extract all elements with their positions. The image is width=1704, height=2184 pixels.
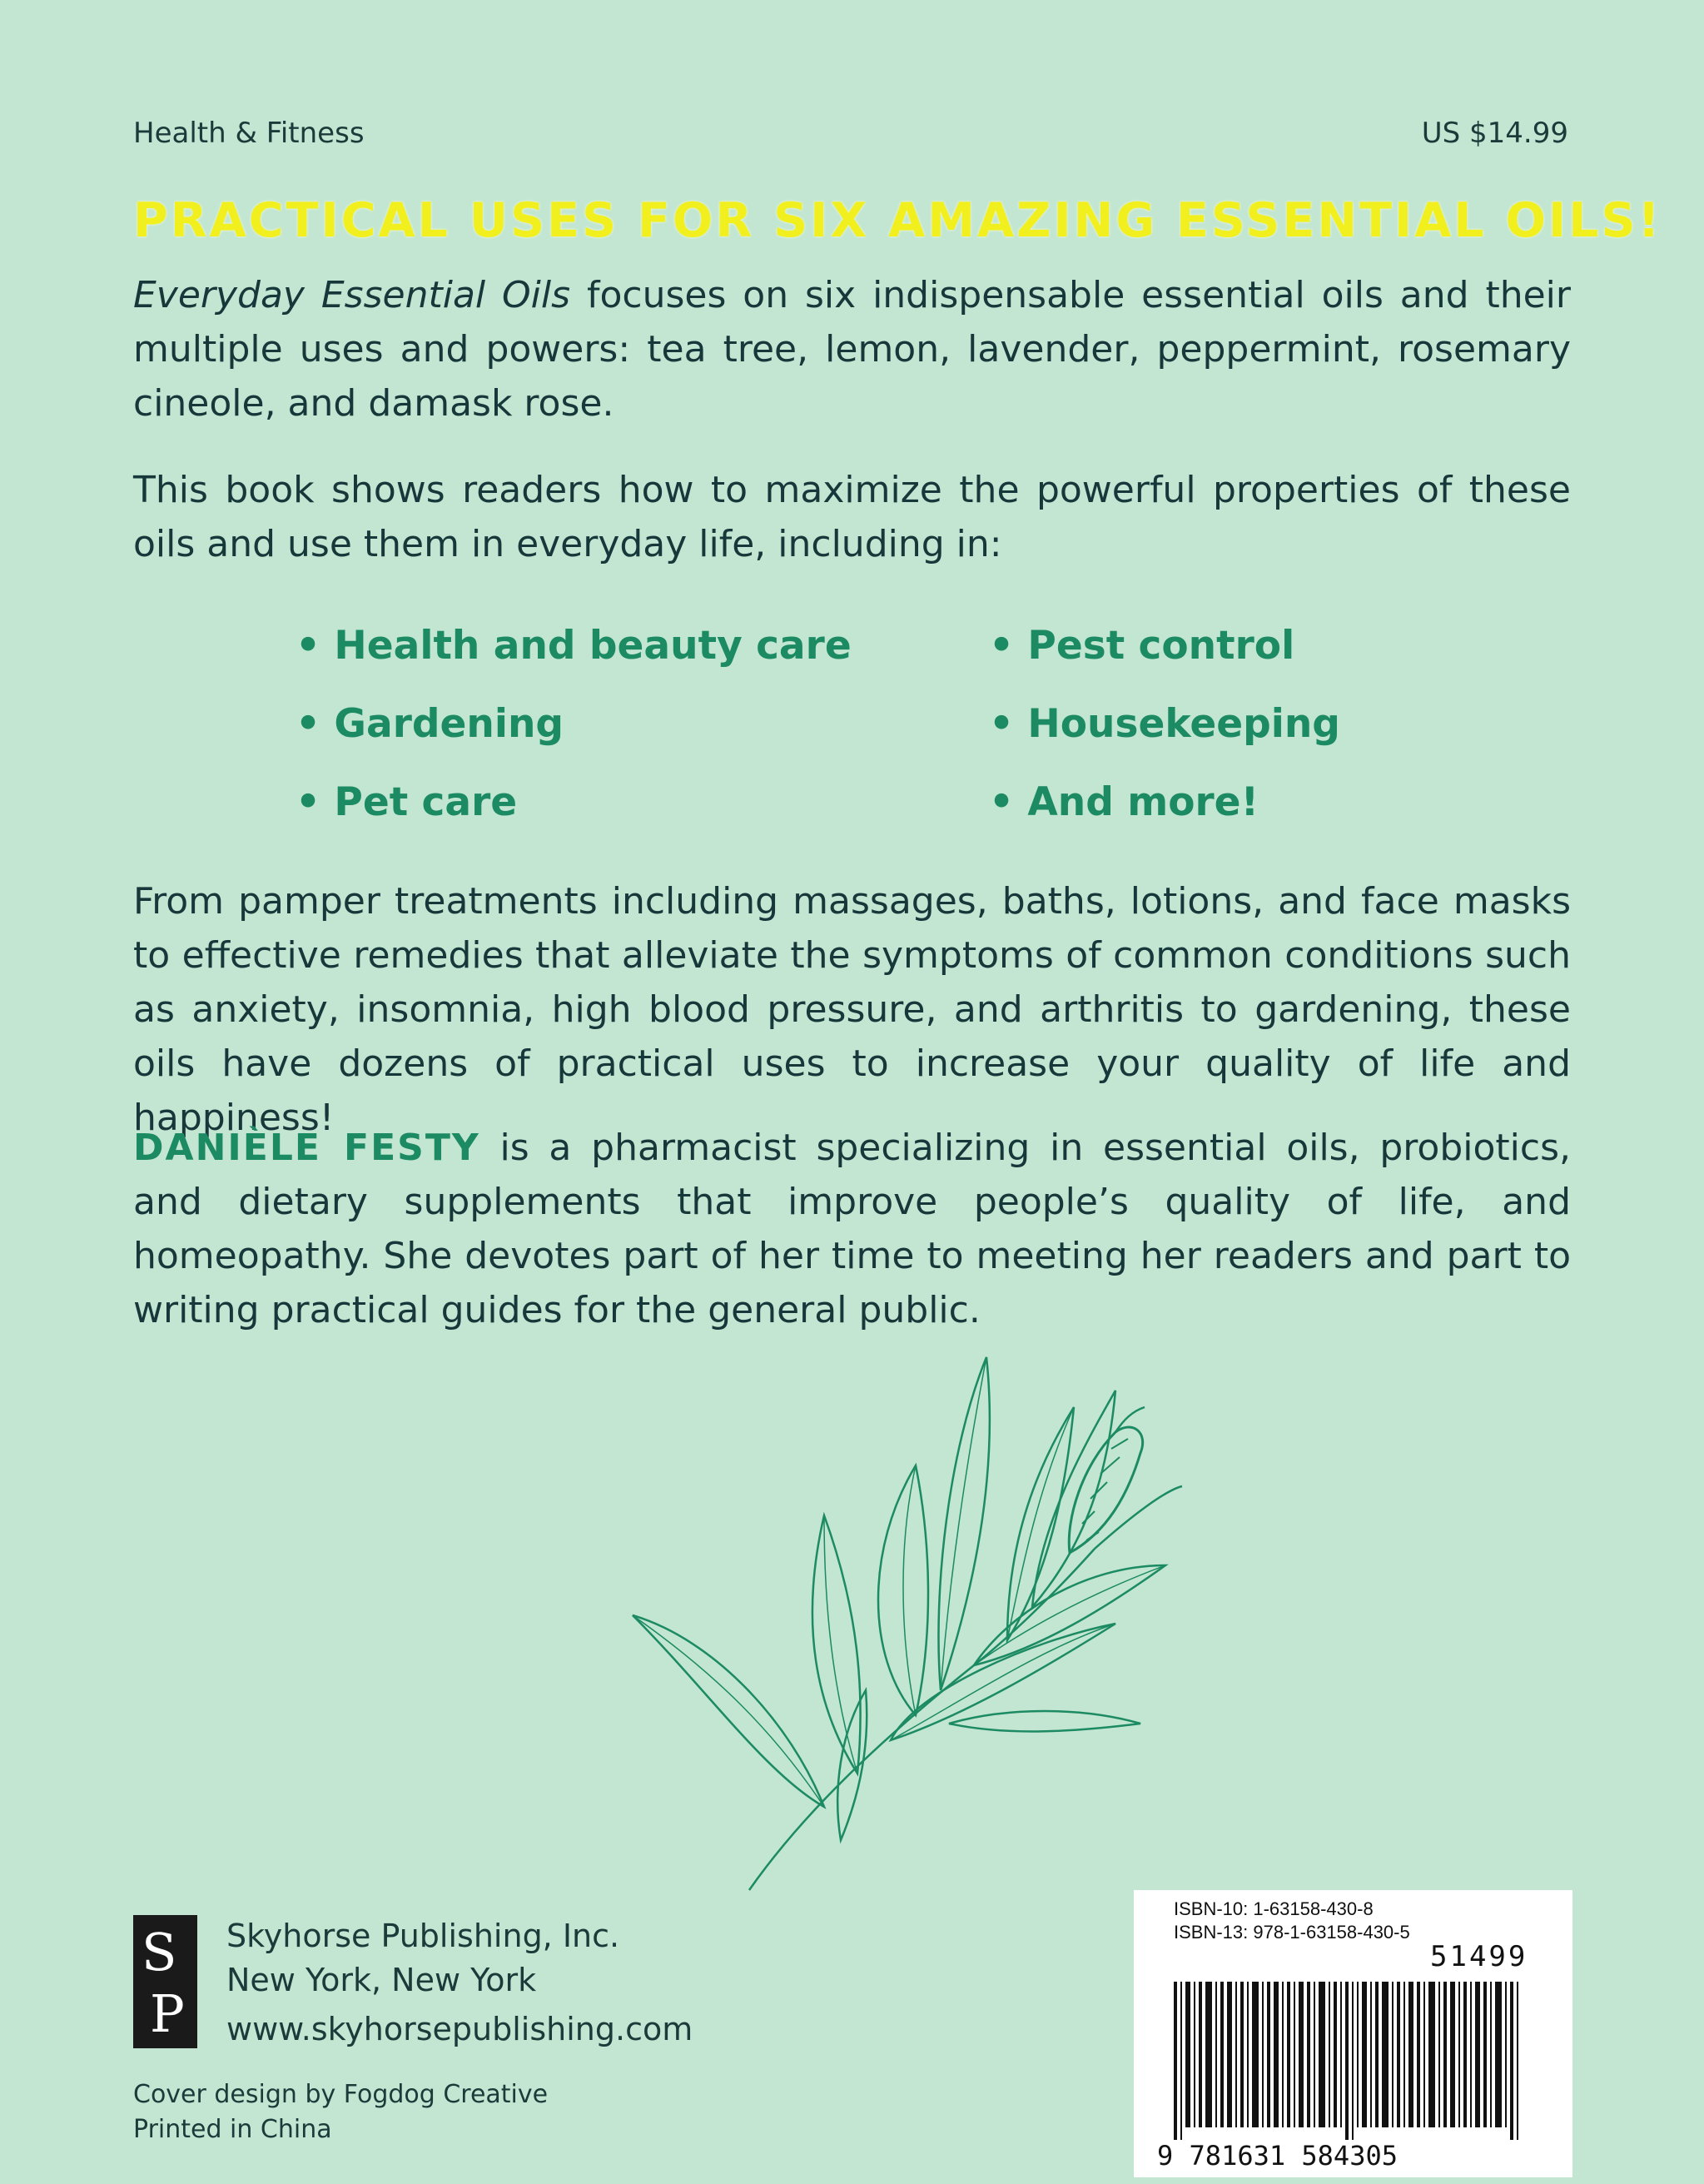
author-bio	[133, 1121, 1571, 1337]
publisher-logo-letter-p: P	[150, 1983, 185, 2044]
price-label: US $14.99	[1421, 117, 1568, 150]
use-item: • Pet care	[296, 779, 518, 825]
barcode-icon	[1174, 1982, 1557, 2140]
publisher-website: www.skyhorsepublishing.com	[226, 2011, 693, 2047]
barcode-digits: 9 781631 584305	[1157, 2140, 1398, 2172]
publisher-name: Skyhorse Publishing, Inc.	[226, 1918, 620, 1954]
author-name: DANIÈLE FESTY	[133, 1127, 480, 1169]
use-item: • Pest control	[989, 623, 1295, 669]
headline: PRACTICAL USES FOR SIX AMAZING ESSENTIAL OILS!	[133, 193, 1662, 248]
use-item: • Housekeeping	[989, 701, 1340, 747]
description-paragraph: From pamper treatments including massages, baths, lotions, and face masks to effective remedies that alleviate the symptoms of common conditions such as anxiety, insomnia, high blood pressure, and arthritis to gardening, these oils have dozens of practical uses to increase your quality of life and happiness!	[133, 880, 1571, 1139]
intro-paragraph	[133, 268, 1571, 430]
lead-paragraph: This book shows readers how to maximize the powerful properties of these oils and use them in everyday life, including in:	[133, 469, 1571, 565]
printed-in-label: Printed in China	[133, 2115, 332, 2144]
use-item: • And more!	[989, 779, 1259, 825]
publisher-logo-letter-s: S	[142, 1922, 177, 1983]
isbn-13: ISBN-13: 978-1-63158-430-5	[1174, 1922, 1410, 1943]
book-title: Everyday Essential Oils	[133, 274, 571, 316]
publisher-logo	[133, 1915, 197, 2048]
author-bio-text: is a pharmacist specializing in essential oils, probiotics, and dietary supplements that improve people’s quality of life, and homeopathy. She devotes part of her time to meeting her readers and part to writing practical guides for the general public.	[133, 1127, 1571, 1331]
barcode-panel	[1134, 1890, 1572, 2177]
category-label: Health & Fitness	[133, 117, 365, 150]
use-item: • Health and beauty care	[296, 623, 852, 669]
cover-design-credit: Cover design by Fogdog Creative	[133, 2080, 549, 2109]
use-item: • Gardening	[296, 701, 564, 747]
price-code: 51499	[1430, 1940, 1528, 1973]
tea-tree-illustration	[616, 1341, 1199, 1923]
publisher-city: New York, New York	[226, 1962, 537, 1998]
isbn-10: ISBN-10: 1-63158-430-8	[1174, 1898, 1374, 1919]
intro-text: focuses on six indispensable essential oils and their multiple uses and powers: tea tree, lemon, lavender, peppermint, rosemary cineole, and damask rose.	[133, 274, 1572, 425]
